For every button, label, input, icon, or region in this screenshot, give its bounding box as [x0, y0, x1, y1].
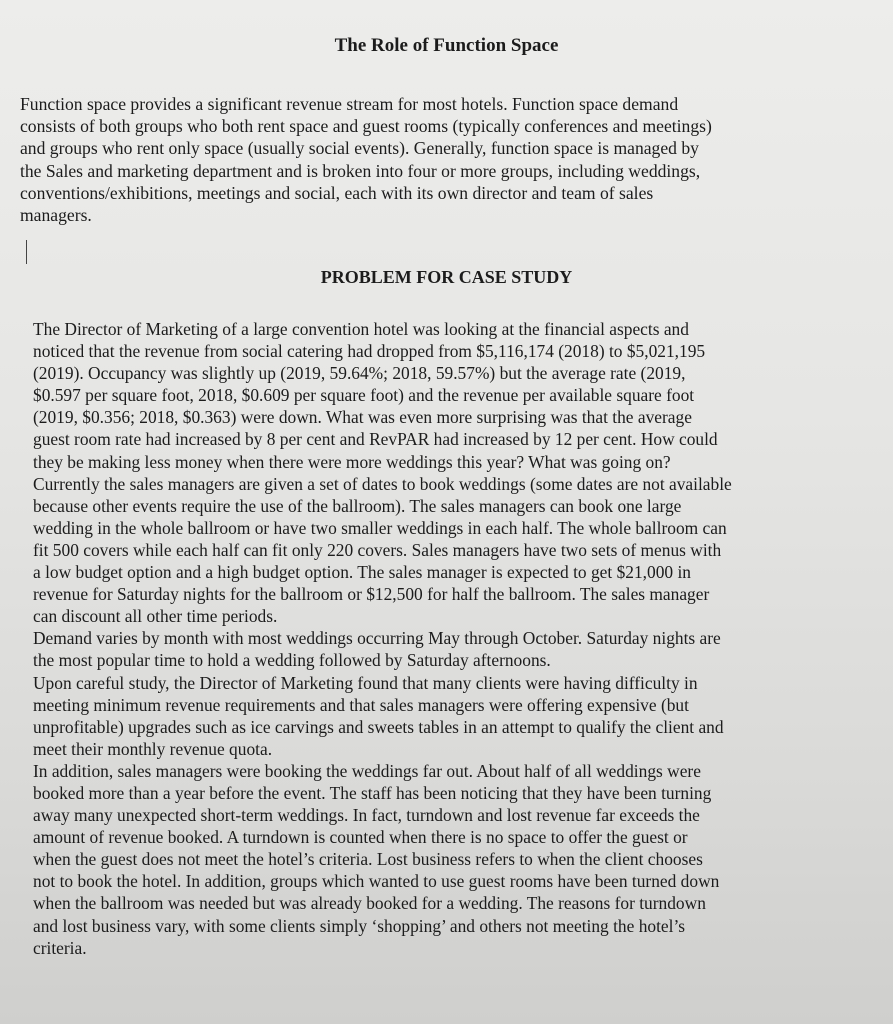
case-line: In addition, sales managers were booking the weddings far out. About half of all weddings were: [33, 760, 701, 781]
intro-line: conventions/exhibitions, meetings and social, each with its own director and team of sales: [20, 182, 654, 203]
case-study-text: [33, 318, 863, 959]
case-line: Demand varies by month with most weddings occurring May through October. Saturday nights are: [33, 628, 721, 649]
section-heading: PROBLEM FOR CASE STUDY: [320, 267, 573, 287]
case-line: (2019, $0.356; 2018, $0.363) were down. What was even more surprising was that the average: [33, 407, 692, 428]
case-line: because other events require the use of the ballroom). The sales managers can book one large: [33, 495, 682, 516]
case-line: they be making less money when there were more weddings this year? What was going on?: [33, 451, 671, 472]
case-line: criteria.: [33, 937, 87, 958]
case-line: The Director of Marketing of a large convention hotel was looking at the financial aspects and: [33, 319, 689, 339]
case-line: guest room rate had increased by 8 per cent and RevPAR had increased by 12 per cent. How could: [33, 429, 718, 450]
case-line: noticed that the revenue from social catering had dropped from $5,116,174 (2018) to $5,021,195: [33, 341, 706, 362]
intro-line: the Sales and marketing department and is broken into four or more groups, including weddings,: [20, 160, 701, 181]
case-line: and lost business vary, with some clients simply ‘shopping’ and others not meeting the hotel’s: [33, 915, 686, 936]
case-line: Currently the sales managers are given a set of dates to book weddings (some dates are not available: [33, 473, 732, 494]
case-line: the most popular time to hold a wedding followed by Saturday afternoons.: [33, 650, 551, 671]
case-line: meeting minimum revenue requirements and that sales managers were offering expensive (but: [33, 694, 689, 715]
case-line: amount of revenue booked. A turndown is counted when there is no space to offer the guest or: [33, 827, 688, 848]
case-line: (2019). Occupancy was slightly up (2019, 59.64%; 2018, 59.57%) but the average rate (2019,: [33, 363, 686, 384]
case-line: not to book the hotel. In addition, groups which wanted to use guest rooms have been turned down: [33, 871, 720, 892]
case-line: wedding in the whole ballroom or have two smaller weddings in each half. The whole ballroom can: [33, 517, 727, 538]
intro-line: consists of both groups who both rent space and guest rooms (typically conferences and meetings): [20, 116, 712, 137]
intro-line: and groups who rent only space (usually social events). Generally, function space is managed by: [20, 138, 699, 159]
case-line: a low budget option and a high budget option. The sales manager is expected to get $21,000 in: [33, 562, 691, 583]
case-line: when the guest does not meet the hotel’s criteria. Lost business refers to when the client chooses: [33, 849, 703, 870]
case-line: when the ballroom was needed but was already booked for a wedding. The reasons for turndown: [33, 893, 706, 914]
case-line: unprofitable) upgrades such as ice carvings and sweets tables in an attempt to qualify the client and: [33, 716, 724, 737]
case-line: away many unexpected short-term weddings. In fact, turndown and lost revenue far exceeds the: [33, 805, 700, 826]
case-line: revenue for Saturday nights for the ballroom or $12,500 for half the ballroom. The sales manager: [33, 584, 710, 605]
document-title: The Role of Function Space: [334, 35, 559, 56]
case-line: can discount all other time periods.: [33, 606, 278, 627]
intro-line: managers.: [20, 205, 92, 226]
case-line: Upon careful study, the Director of Marketing found that many clients were having difficulty in: [33, 672, 698, 693]
case-line: booked more than a year before the event. The staff has been noticing that they have been turning: [33, 782, 712, 803]
text-cursor: [26, 240, 27, 264]
case-line: fit 500 covers while each half can fit only 220 covers. Sales managers have two sets of menus with: [33, 539, 722, 560]
case-line: $0.597 per square foot, 2018, $0.609 per square foot) and the revenue per available square foot: [33, 385, 695, 406]
case-line: meet their monthly revenue quota.: [33, 738, 273, 759]
intro-paragraph: [20, 93, 868, 226]
intro-line: Function space provides a significant revenue stream for most hotels. Function space demand: [20, 94, 679, 114]
